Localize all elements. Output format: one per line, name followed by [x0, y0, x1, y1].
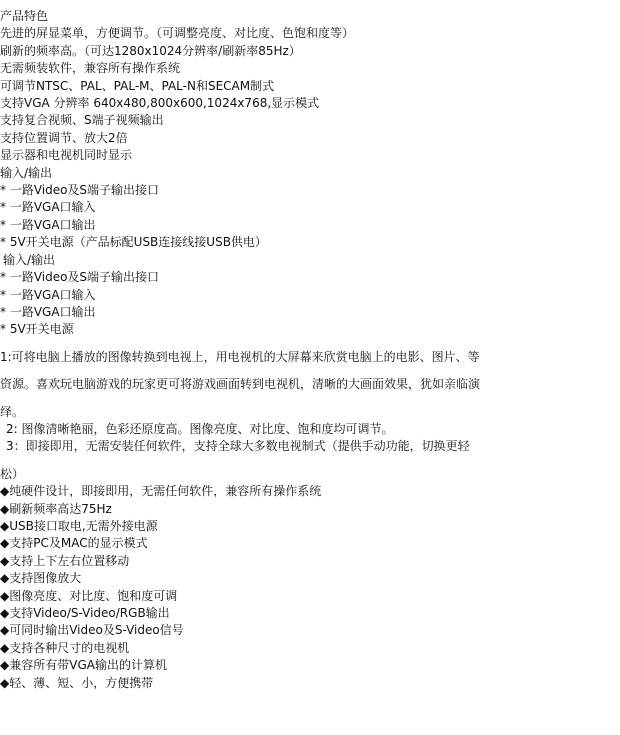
bullet-item: ◆图像亮度、对比度、饱和度可调 [0, 588, 178, 603]
feature-line: 显示器和电视机同时显示 [0, 148, 133, 163]
bullet-item: ◆支持Video/S-Video/RGB输出 [0, 606, 170, 620]
io-item: * 5V开关电源（产品标配USB连接线接USB供电） [0, 235, 267, 250]
io-item: * 一路VGA口输入 [0, 200, 96, 215]
description-paragraph-line: 2: 图像清晰艳丽，色彩还原度高。图像亮度、对比度、饱和度均可调节。 [6, 421, 394, 436]
io-item: * 5V开关电源 [0, 322, 74, 337]
feature-line: 支持VGA 分辨率 640x480,800x600,1024x768,显示模式 [0, 96, 320, 111]
section-title-io-repeat: 输入/输出 [3, 252, 56, 267]
description-paragraph-line: 资源。喜欢玩电脑游戏的玩家更可将游戏画面转到电视机，清晰的大画面效果，犹如亲临演 [0, 377, 481, 392]
io-item: * 一路VGA口输出 [0, 304, 96, 319]
io-item: * 一路VGA口输出 [0, 217, 96, 232]
bullet-item: ◆兼容所有带VGA输出的计算机 [0, 658, 167, 673]
feature-line: 刷新的频率高。（可达1280x1024分辨率/刷新率85Hz） [0, 43, 301, 58]
description-paragraph-line: 松） [0, 466, 25, 481]
product-description-document [0, 8, 620, 692]
bullet-item: ◆支持上下左右位置移动 [0, 553, 130, 568]
bullet-item: ◆支持图像放大 [0, 571, 82, 586]
bullet-item: ◆可同时输出Video及S-Video信号 [0, 623, 184, 638]
feature-line: 无需频装软件，兼容所有操作系统 [0, 61, 181, 76]
feature-line: 支持位置调节、放大2倍 [0, 130, 128, 145]
feature-line: 支持复合视频、S端子视频输出 [0, 113, 164, 128]
bullet-item: ◆轻、薄、短、小，方便携带 [0, 675, 154, 690]
description-paragraph-line: 绎。 [0, 404, 25, 419]
bullet-item: ◆支持PC及MAC的显示模式 [0, 536, 148, 551]
description-paragraph-line: 1:可将电脑上播放的图像转换到电视上，用电视机的大屏幕来欣赏电脑上的电影、图片、等 [0, 349, 480, 364]
io-item: * 一路Video及S端子输出接口 [0, 183, 160, 198]
bullet-item: ◆支持各种尺寸的电视机 [0, 640, 130, 655]
bullet-item: ◆纯硬件设计，即接即用，无需任何软件，兼容所有操作系统 [0, 484, 322, 499]
bullet-item: ◆USB接口取电,无需外接电源 [0, 518, 158, 533]
feature-line: 先进的屏显菜单，方便调节。（可调整亮度、对比度、色饱和度等） [0, 26, 355, 41]
section-title-io: 输入/输出 [0, 165, 53, 180]
io-item: * 一路VGA口输入 [0, 287, 96, 302]
feature-line: 可调节NTSC、PAL、PAL-M、PAL-N和SECAM制式 [0, 78, 275, 93]
io-item: * 一路Video及S端子输出接口 [0, 270, 160, 285]
description-paragraph-line: 3：即接即用，无需安装任何软件，支持全球大多数电视制式（提供手动功能，切换更轻 [6, 439, 470, 454]
section-title-features: 产品特色 [0, 9, 49, 23]
bullet-item: ◆刷新频率高达75Hz [0, 501, 112, 516]
